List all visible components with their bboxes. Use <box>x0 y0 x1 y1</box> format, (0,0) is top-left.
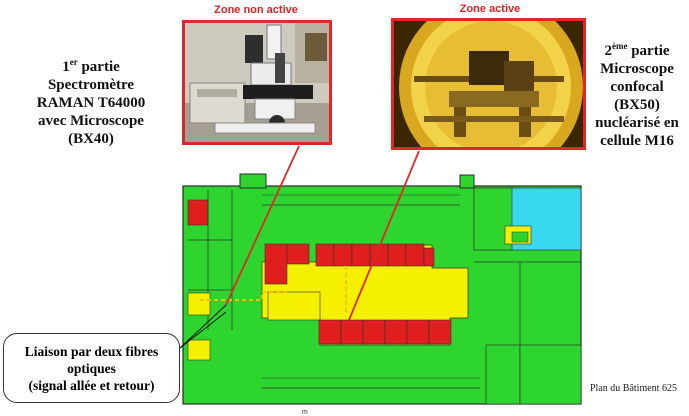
callout-line2: optiques <box>67 361 116 376</box>
zone-active-label: Zone active <box>459 3 521 15</box>
zone-non-active-label: Zone non active <box>214 4 298 16</box>
callout-line1: Liaison par deux fibres <box>24 344 159 359</box>
svg-text:m: m <box>302 409 308 416</box>
fiber-link-callout <box>3 333 180 403</box>
lower-red-cells <box>319 320 451 344</box>
left-red-room <box>188 200 208 225</box>
plan-caption: Plan du Bâtiment 625 <box>590 383 677 394</box>
part1-title: 1er partie <box>62 57 120 75</box>
part1-line5: (BX40) <box>68 131 114 147</box>
part1-line2: Spectromètre <box>47 77 135 93</box>
part2-line2: Microscope <box>600 61 674 77</box>
part2-line5: nucléarisé en <box>595 115 679 131</box>
callout-line3: (signal allée et retour) <box>28 378 155 393</box>
part1-line4: avec Microscope <box>38 113 144 129</box>
part1-line3: RAMAN T64000 <box>36 95 146 111</box>
part2-title: 2ème partie <box>604 41 670 59</box>
part2-line6: cellule M16 <box>600 133 674 149</box>
part2-line3: confocal <box>610 79 664 95</box>
part2-line4: (BX50) <box>614 97 660 113</box>
